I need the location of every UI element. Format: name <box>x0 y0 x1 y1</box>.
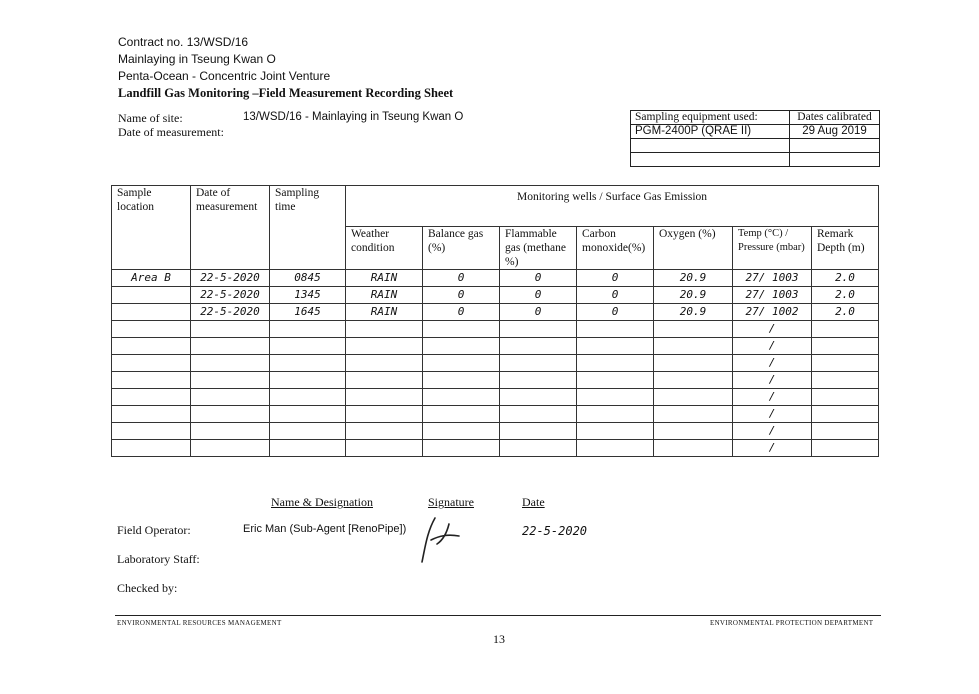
signature-header: Signature <box>428 495 474 509</box>
balance-gas-cell <box>423 338 500 355</box>
weather-cell <box>346 389 423 406</box>
table-row <box>112 372 879 389</box>
balance-gas-header: Balance gas (%) <box>423 227 500 270</box>
carbon-monoxide-cell <box>577 355 654 372</box>
balance-gas-cell: 0 <box>423 287 500 304</box>
balance-gas-cell <box>423 372 500 389</box>
weather-cell <box>346 338 423 355</box>
sample-location-cell <box>112 423 191 440</box>
field-operator-name: Eric Man (Sub-Agent [RenoPipe]) <box>243 523 407 535</box>
measurement-date-cell: 22-5-2020 <box>191 304 270 321</box>
weather-cell <box>346 372 423 389</box>
measurement-date-cell <box>191 440 270 457</box>
temp-pressure-header: Temp (°C) / Pressure (mbar) <box>733 227 812 270</box>
temp-pressure-cell: / <box>733 338 812 355</box>
project-name: Mainlaying in Tseung Kwan O <box>118 52 276 66</box>
sampling-time-cell <box>270 389 346 406</box>
balance-gas-cell <box>423 440 500 457</box>
site-name-label: Name of site: <box>118 111 183 125</box>
laboratory-staff-label: Laboratory Staff: <box>117 552 200 566</box>
sample-location-cell <box>112 338 191 355</box>
carbon-monoxide-cell: 0 <box>577 287 654 304</box>
temp-pressure-cell: / <box>733 389 812 406</box>
oxygen-cell <box>654 321 733 338</box>
sample-location-cell <box>112 406 191 423</box>
measurement-date-header: Date of measurement <box>191 186 270 270</box>
temp-pressure-cell: 27/ 1003 <box>733 287 812 304</box>
sampling-time-cell <box>270 355 346 372</box>
flammable-gas-cell <box>500 440 577 457</box>
table-row <box>112 338 879 355</box>
oxygen-header: Oxygen (%) <box>654 227 733 270</box>
oxygen-cell: 20.9 <box>654 287 733 304</box>
temp-pressure-cell: / <box>733 406 812 423</box>
sampling-time-cell <box>270 440 346 457</box>
sample-location-cell <box>112 372 191 389</box>
measurement-date-cell <box>191 355 270 372</box>
carbon-monoxide-header: Carbon monoxide(%) <box>577 227 654 270</box>
remark-depth-cell: 2.0 <box>812 270 879 287</box>
oxygen-cell <box>654 406 733 423</box>
sampling-time-cell: 0845 <box>270 270 346 287</box>
sampling-time-cell: 1345 <box>270 287 346 304</box>
carbon-monoxide-cell <box>577 440 654 457</box>
carbon-monoxide-cell <box>577 423 654 440</box>
measurement-date-cell <box>191 338 270 355</box>
calibration-cell: 29 Aug 2019 <box>790 125 880 139</box>
temp-pressure-cell: / <box>733 423 812 440</box>
remark-depth-cell <box>812 389 879 406</box>
carbon-monoxide-cell <box>577 406 654 423</box>
footer-divider <box>115 615 881 616</box>
footer-left: ENVIRONMENTAL RESOURCES MANAGEMENT <box>117 619 282 627</box>
weather-cell: RAIN <box>346 270 423 287</box>
flammable-gas-cell <box>500 338 577 355</box>
temp-pressure-cell: / <box>733 355 812 372</box>
name-designation-header: Name & Designation <box>271 495 373 509</box>
flammable-gas-cell: 0 <box>500 287 577 304</box>
balance-gas-cell <box>423 389 500 406</box>
temp-pressure-cell: 27/ 1002 <box>733 304 812 321</box>
monitoring-wells-header: Monitoring wells / Surface Gas Emission <box>346 186 879 227</box>
remark-depth-cell <box>812 440 879 457</box>
table-row <box>112 389 879 406</box>
sampling-time-cell: 1645 <box>270 304 346 321</box>
sample-location-cell <box>112 304 191 321</box>
carbon-monoxide-cell <box>577 321 654 338</box>
measurement-table <box>111 185 879 457</box>
sampling-time-cell <box>270 338 346 355</box>
sample-location-cell <box>112 389 191 406</box>
measurement-date-cell: 22-5-2020 <box>191 270 270 287</box>
sampling-time-cell <box>270 321 346 338</box>
equipment-cell <box>631 153 790 167</box>
weather-cell <box>346 355 423 372</box>
table-row <box>112 321 879 338</box>
weather-cell <box>346 423 423 440</box>
oxygen-cell <box>654 440 733 457</box>
sample-location-cell <box>112 287 191 304</box>
remark-depth-cell <box>812 338 879 355</box>
remark-depth-cell <box>812 355 879 372</box>
sample-location-cell <box>112 321 191 338</box>
oxygen-cell <box>654 372 733 389</box>
balance-gas-cell <box>423 406 500 423</box>
remark-depth-cell <box>812 372 879 389</box>
measurement-date-cell: 22-5-2020 <box>191 287 270 304</box>
weather-cell <box>346 321 423 338</box>
flammable-gas-cell: 0 <box>500 304 577 321</box>
oxygen-cell <box>654 423 733 440</box>
date-header: Date <box>522 495 545 509</box>
weather-cell: RAIN <box>346 287 423 304</box>
carbon-monoxide-cell: 0 <box>577 304 654 321</box>
carbon-monoxide-cell: 0 <box>577 270 654 287</box>
footer-right: ENVIRONMENTAL PROTECTION DEPARTMENT <box>710 619 874 627</box>
sampling-time-cell <box>270 372 346 389</box>
balance-gas-cell <box>423 423 500 440</box>
sample-location-cell: Area B <box>112 270 191 287</box>
checked-by-label: Checked by: <box>117 581 178 595</box>
calibration-cell <box>790 139 880 153</box>
remark-depth-header: Remark Depth (m) <box>812 227 879 270</box>
weather-cell <box>346 406 423 423</box>
remark-depth-cell: 2.0 <box>812 287 879 304</box>
measurement-date-cell <box>191 406 270 423</box>
table-row <box>112 270 879 287</box>
weather-header: Weather condition <box>346 227 423 270</box>
measurement-date-label: Date of measurement: <box>118 125 224 139</box>
table-row <box>112 304 879 321</box>
weather-cell <box>346 440 423 457</box>
flammable-gas-cell <box>500 372 577 389</box>
equipment-cell: PGM-2400P (QRAE II) <box>631 125 790 139</box>
table-row <box>112 355 879 372</box>
flammable-gas-cell: 0 <box>500 270 577 287</box>
temp-pressure-cell: / <box>733 440 812 457</box>
oxygen-cell <box>654 355 733 372</box>
signature-mark <box>417 510 477 570</box>
calibration-header: Dates calibrated <box>790 111 880 125</box>
field-operator-date: 22-5-2020 <box>522 524 588 538</box>
table-row <box>112 440 879 457</box>
contractor-name: Penta-Ocean - Concentric Joint Venture <box>118 69 331 83</box>
balance-gas-cell <box>423 321 500 338</box>
oxygen-cell <box>654 389 733 406</box>
equipment-cell <box>631 139 790 153</box>
sampling-time-header: Sampling time <box>270 186 346 270</box>
page-number: 13 <box>493 632 505 646</box>
remark-depth-cell <box>812 406 879 423</box>
flammable-gas-cell <box>500 355 577 372</box>
carbon-monoxide-cell <box>577 389 654 406</box>
measurement-date-cell <box>191 372 270 389</box>
document-header <box>118 34 453 102</box>
temp-pressure-cell: 27/ 1003 <box>733 270 812 287</box>
sampling-time-cell <box>270 406 346 423</box>
sample-location-cell <box>112 355 191 372</box>
oxygen-cell: 20.9 <box>654 270 733 287</box>
flammable-gas-cell <box>500 321 577 338</box>
sampling-time-cell <box>270 423 346 440</box>
flammable-gas-cell <box>500 406 577 423</box>
oxygen-cell: 20.9 <box>654 304 733 321</box>
sample-location-cell <box>112 440 191 457</box>
measurement-date-cell <box>191 321 270 338</box>
flammable-gas-header: Flammable gas (methane %) <box>500 227 577 270</box>
weather-cell: RAIN <box>346 304 423 321</box>
balance-gas-cell <box>423 355 500 372</box>
table-row <box>112 423 879 440</box>
oxygen-cell <box>654 338 733 355</box>
remark-depth-cell <box>812 321 879 338</box>
remark-depth-cell <box>812 423 879 440</box>
table-row <box>112 287 879 304</box>
balance-gas-cell: 0 <box>423 270 500 287</box>
field-operator-label: Field Operator: <box>117 523 191 537</box>
table-body <box>112 270 879 457</box>
sample-location-header: Sample location <box>112 186 191 270</box>
table-row <box>112 406 879 423</box>
site-name-value: 13/WSD/16 - Mainlaying in Tseung Kwan O <box>243 111 464 123</box>
carbon-monoxide-cell <box>577 338 654 355</box>
measurement-date-cell <box>191 389 270 406</box>
carbon-monoxide-cell <box>577 372 654 389</box>
contract-number: Contract no. 13/WSD/16 <box>118 35 249 49</box>
balance-gas-cell: 0 <box>423 304 500 321</box>
temp-pressure-cell: / <box>733 372 812 389</box>
equipment-table <box>630 110 880 167</box>
calibration-cell <box>790 153 880 167</box>
equipment-header: Sampling equipment used: <box>631 111 790 125</box>
flammable-gas-cell <box>500 423 577 440</box>
remark-depth-cell: 2.0 <box>812 304 879 321</box>
measurement-date-cell <box>191 423 270 440</box>
temp-pressure-cell: / <box>733 321 812 338</box>
flammable-gas-cell <box>500 389 577 406</box>
document-title: Landfill Gas Monitoring –Field Measurement Recording Sheet <box>118 86 454 100</box>
